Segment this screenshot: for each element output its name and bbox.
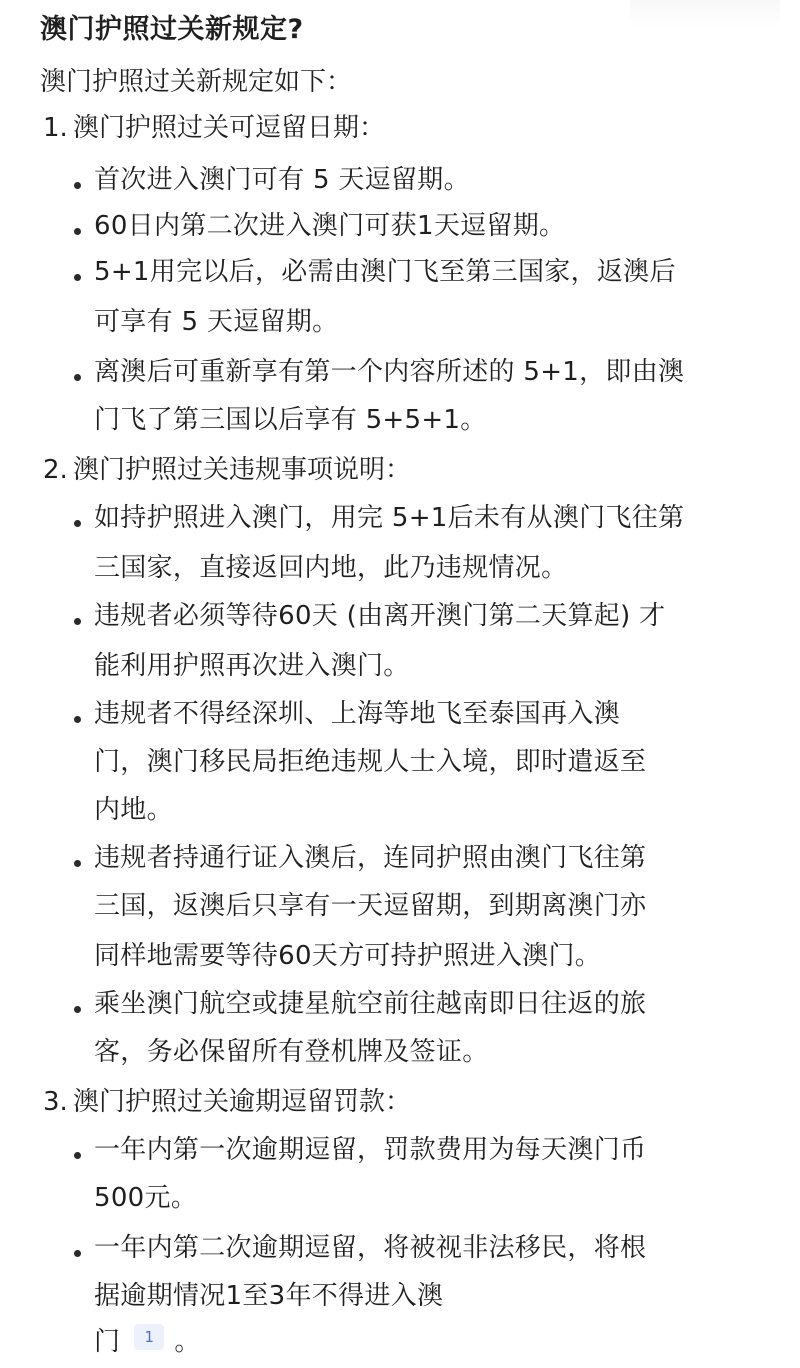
list-item-text: 客，务必保留所有登机牌及签证。 [94,1037,489,1067]
list-item-text: 内地。 [94,795,173,825]
list-item-text: 如持护照进入澳门，用完 5+1后未有从澳门飞往第 [94,503,685,533]
list-item-text: 乘坐澳门航空或捷星航空前往越南即日往返的旅 [94,989,647,1019]
section-number: 1. [43,113,68,143]
list-item-text: 违规者不得经深圳、上海等地飞至泰国再入澳 [94,699,621,729]
section-heading [43,108,385,148]
list-item-text: 一年内第一次逾期逗留，罚款费用为每天澳门币 [94,1135,647,1165]
section-heading-text: 澳门护照过关可逗留日期： [73,113,386,143]
list-item-text: 5+1用完以后，必需由澳门飞至第三国家，返澳后 [94,257,676,287]
list-item-text: 三国，返澳后只享有一天逗留期，到期离澳门亦 [94,891,647,921]
list-item-text: 一年内第二次逾期逗留，将被视非法移民，将根 [94,1233,647,1263]
list-item-text: 违规者持通行证入澳后，连同护照由澳门飞往第 [94,843,647,873]
list-item-text: 据逾期情况1至3年不得进入澳 [94,1281,444,1311]
list-item-text-tail: 。 [174,1327,201,1357]
list-item-text: 门飞了第三国以后享有 5+5+1。 [94,405,487,435]
bullet-dot-icon [74,1250,81,1257]
section-heading [43,450,411,490]
section-number: 2. [43,455,68,485]
bullet-dot-icon [74,1006,81,1013]
list-item-text: 60日内第二次进入澳门可获1天逗留期。 [94,211,566,241]
section-heading-text: 澳门护照过关违规事项说明： [73,455,412,485]
bullet-dot-icon [74,618,81,625]
list-item-text: 离澳后可重新享有第一个内容所述的 5+1，即由澳 [94,357,685,387]
list-item-text: 门，澳门移民局拒绝违规人士入境，即时遣返至 [94,747,647,777]
section-heading [43,1082,411,1122]
bullet-dot-icon [74,182,81,189]
citation-badge[interactable]: 1 [134,1324,164,1350]
list-item-text: 三国家，直接返回内地，此乃违规情况。 [94,553,568,583]
list-item-text-fragment: 门 [94,1327,121,1357]
list-item-text: 同样地需要等待60天方可持护照进入澳门。 [94,941,602,971]
answer-intro: 澳门护照过关新规定如下： [40,67,353,97]
bullet-dot-icon [74,716,81,723]
list-item-text: 首次进入澳门可有 5 天逗留期。 [94,165,470,195]
list-item-text: 500元。 [94,1183,198,1213]
top-toolbar-shadow [630,0,780,30]
bullet-dot-icon [74,860,81,867]
bullet-dot-icon [74,274,81,281]
bullet-dot-icon [74,520,81,527]
question-title: 澳门护照过关新规定? [40,14,304,45]
list-item-text: 违规者必须等待60天 (由离开澳门第二天算起) 才 [94,601,666,631]
list-item-text [94,1322,201,1362]
section-heading-text: 澳门护照过关逾期逗留罚款： [73,1087,412,1117]
list-item-text: 可享有 5 天逗留期。 [94,307,339,337]
bullet-dot-icon [74,228,81,235]
bullet-dot-icon [74,374,81,381]
section-number: 3. [43,1087,68,1117]
list-item-text: 能利用护照再次进入澳门。 [94,651,410,681]
bullet-dot-icon [74,1152,81,1159]
